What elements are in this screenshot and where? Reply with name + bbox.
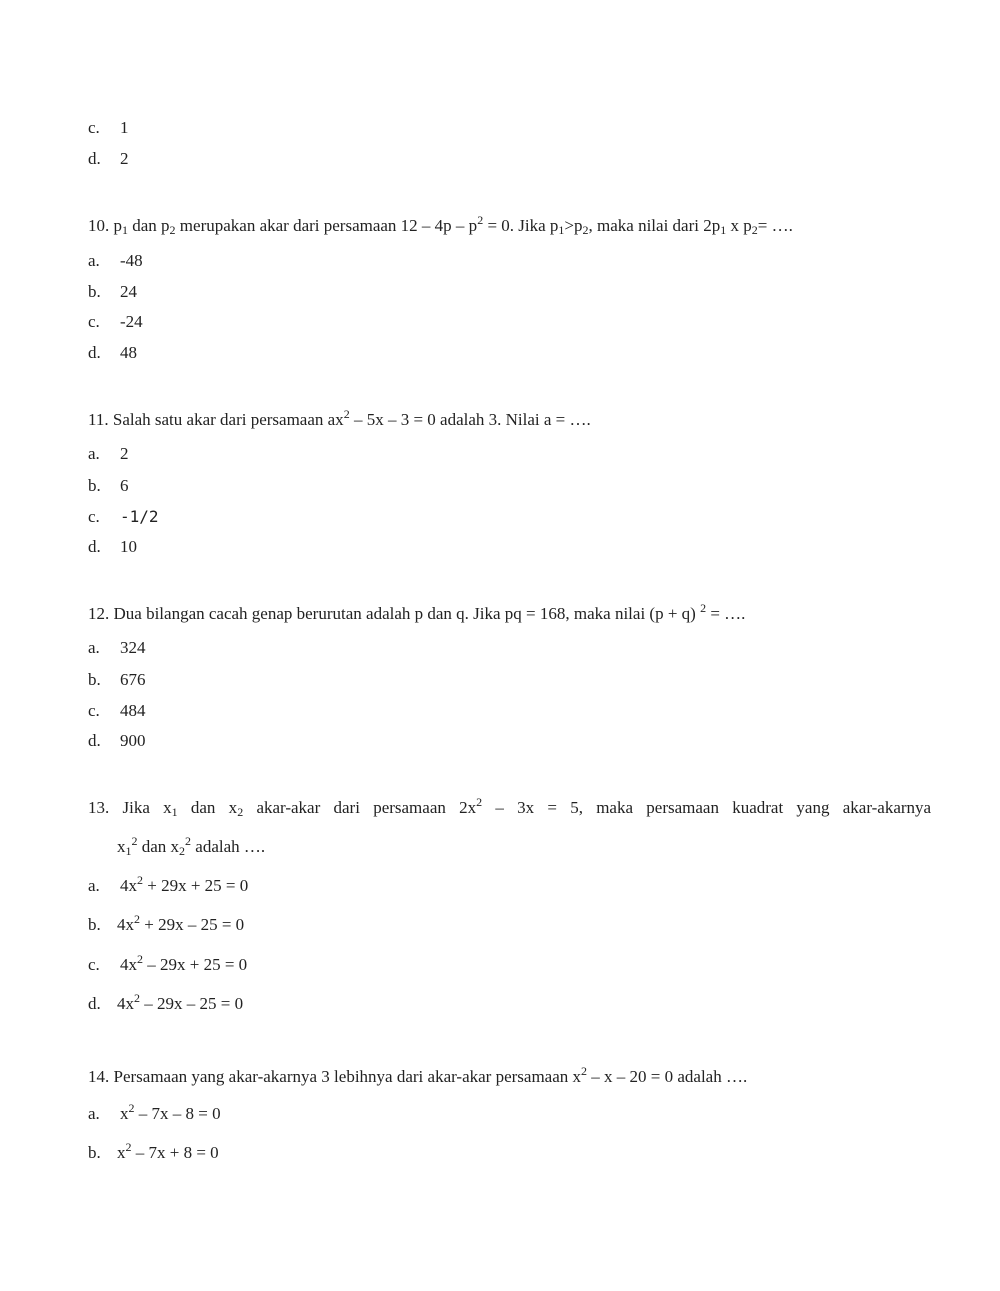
option-letter: a. bbox=[88, 444, 100, 463]
option-letter: b. bbox=[88, 476, 101, 495]
option-letter: d. bbox=[88, 343, 101, 362]
option-letter: c. bbox=[88, 312, 100, 331]
option-text bbox=[120, 952, 248, 975]
expr-part: 4x bbox=[120, 955, 137, 974]
option-letter: a. bbox=[88, 1104, 100, 1123]
option-letter: c. bbox=[88, 118, 100, 137]
option-letter: a. bbox=[88, 638, 100, 657]
superscript: 2 bbox=[134, 991, 140, 1005]
subscript: 2 bbox=[179, 844, 186, 858]
expr-part: x bbox=[117, 1143, 126, 1162]
question-13-line-1 bbox=[88, 795, 932, 819]
option-text bbox=[117, 991, 244, 1014]
option-letter: b. bbox=[88, 1143, 101, 1162]
q-text: = …. bbox=[706, 604, 746, 623]
superscript: 2 bbox=[131, 834, 138, 848]
option-letter: c. bbox=[88, 507, 100, 526]
expr-part: x bbox=[120, 1104, 129, 1123]
q-text: adalah …. bbox=[191, 837, 266, 856]
q-text: , maka nilai dari 2p bbox=[588, 216, 721, 235]
superscript: 2 bbox=[125, 1140, 132, 1154]
option-text: 24 bbox=[120, 282, 137, 301]
q-text: Salah satu akar dari persamaan ax bbox=[112, 410, 344, 429]
subscript: 2 bbox=[582, 223, 589, 237]
option-text bbox=[117, 1140, 219, 1163]
option-text: -48 bbox=[120, 251, 143, 270]
question-number: 12. bbox=[88, 604, 110, 623]
superscript: 2 bbox=[134, 912, 140, 926]
subscript: 1 bbox=[558, 223, 565, 237]
q-text: p bbox=[113, 216, 122, 235]
option-text: 1 bbox=[120, 118, 129, 137]
superscript: 2 bbox=[128, 1101, 135, 1115]
option-text: 2 bbox=[120, 444, 129, 463]
option-letter: d. bbox=[88, 994, 101, 1013]
option-text: 676 bbox=[120, 670, 146, 689]
option-text: 2 bbox=[120, 149, 129, 168]
option-letter: b. bbox=[88, 670, 101, 689]
expr-part: 4x bbox=[117, 915, 134, 934]
expr-part: – 7x – 8 = 0 bbox=[134, 1104, 221, 1123]
expr-part: + 29x – 25 = 0 bbox=[140, 915, 245, 934]
option-text: 48 bbox=[120, 343, 137, 362]
q-text: – x – 20 = 0 adalah …. bbox=[587, 1067, 748, 1086]
question-13-line-2 bbox=[117, 834, 266, 858]
subscript: 2 bbox=[751, 223, 758, 237]
option-text: -1/2 bbox=[120, 507, 159, 526]
expr-part: – 29x – 25 = 0 bbox=[140, 994, 244, 1013]
expr-part: – 29x + 25 = 0 bbox=[143, 955, 248, 974]
option-text: 900 bbox=[120, 731, 146, 750]
q-text: = 0. Jika p bbox=[483, 216, 559, 235]
question-number: 11. bbox=[88, 410, 109, 429]
subscript: 2 bbox=[169, 223, 176, 237]
q-text: dan x bbox=[137, 837, 180, 856]
option-text: -24 bbox=[120, 312, 143, 331]
subscript: 1 bbox=[125, 844, 132, 858]
subscript: 2 bbox=[237, 805, 244, 819]
superscript: 2 bbox=[137, 873, 143, 887]
option-letter: d. bbox=[88, 149, 101, 168]
q-text: dan x bbox=[177, 798, 238, 817]
option-text: 324 bbox=[120, 638, 146, 657]
expr-part: + 29x + 25 = 0 bbox=[143, 876, 249, 895]
option-text bbox=[117, 912, 245, 935]
option-letter: b. bbox=[88, 915, 101, 934]
q-text: – 5x – 3 = 0 adalah 3. Nilai a = …. bbox=[349, 410, 591, 429]
option-letter: c. bbox=[88, 701, 100, 720]
option-text: 484 bbox=[120, 701, 146, 720]
option-letter: d. bbox=[88, 731, 101, 750]
q-text: Persamaan yang akar-akarnya 3 lebihnya dari akar-akar persamaan x bbox=[113, 1067, 582, 1086]
question-12 bbox=[88, 601, 746, 624]
question-number: 13. bbox=[88, 798, 110, 817]
option-text: 10 bbox=[120, 537, 137, 556]
subscript: 1 bbox=[171, 805, 178, 819]
superscript: 2 bbox=[581, 1064, 588, 1078]
option-text bbox=[120, 1101, 221, 1124]
q-text: Jika x bbox=[122, 798, 172, 817]
superscript: 2 bbox=[185, 834, 192, 848]
superscript: 2 bbox=[700, 601, 707, 615]
question-11 bbox=[88, 407, 591, 430]
option-letter: d. bbox=[88, 537, 101, 556]
q-text: = …. bbox=[757, 216, 793, 235]
superscript: 2 bbox=[137, 952, 143, 966]
q-text: – 3x = 5, maka persamaan kuadrat yang akar-akarnya bbox=[482, 798, 932, 817]
q-text: >p bbox=[564, 216, 583, 235]
option-text: 6 bbox=[120, 476, 129, 495]
question-number: 10. bbox=[88, 216, 110, 235]
q-text: Dua bilangan cacah genap berurutan adalah p dan q. Jika pq = 168, maka nilai (p + q) bbox=[113, 604, 701, 623]
q-text: x p bbox=[726, 216, 752, 235]
expr-part: 4x bbox=[117, 994, 134, 1013]
option-letter: a. bbox=[88, 876, 100, 895]
question-14 bbox=[88, 1064, 748, 1087]
question-10 bbox=[88, 213, 793, 237]
superscript: 2 bbox=[477, 213, 484, 227]
q-text: merupakan akar dari persamaan 12 – 4p – p bbox=[175, 216, 478, 235]
option-letter: c. bbox=[88, 955, 100, 974]
expr-part: 4x bbox=[120, 876, 137, 895]
subscript: 1 bbox=[122, 223, 128, 237]
option-text bbox=[120, 873, 249, 896]
q-text: akar-akar dari persamaan 2x bbox=[243, 798, 477, 817]
superscript: 2 bbox=[343, 407, 350, 421]
q-text: dan p bbox=[128, 216, 170, 235]
subscript: 1 bbox=[720, 223, 727, 237]
option-letter: a. bbox=[88, 251, 100, 270]
question-number: 14. bbox=[88, 1067, 110, 1086]
superscript: 2 bbox=[476, 795, 483, 809]
q-text: x bbox=[117, 837, 126, 856]
expr-part: – 7x + 8 = 0 bbox=[131, 1143, 219, 1162]
option-letter: b. bbox=[88, 282, 101, 301]
